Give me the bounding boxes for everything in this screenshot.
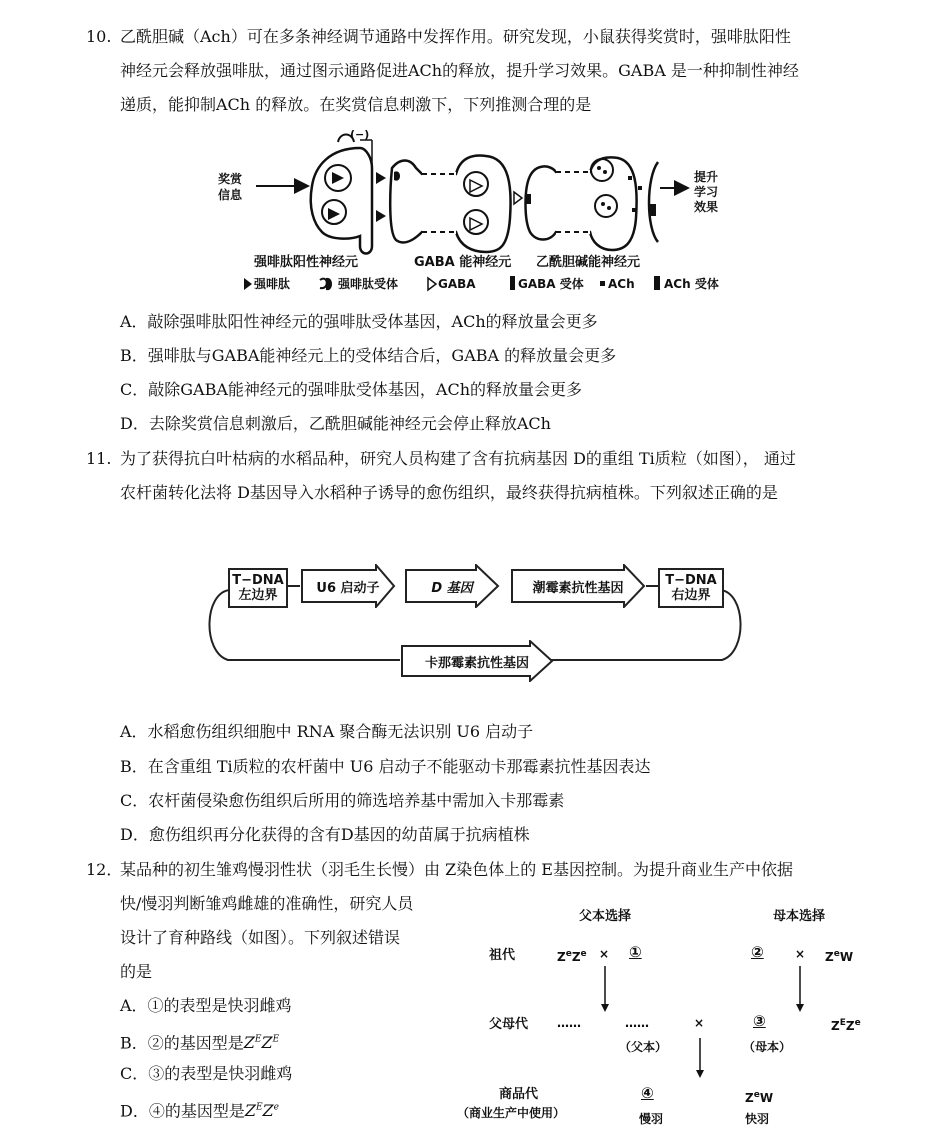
q11-option-d[interactable]: D．愈伤组织再分化获得的含有D基因的幼苗属于抗病植株: [120, 825, 530, 844]
tdna-left-border-line2: 左边界: [238, 588, 278, 603]
legend-dynorphin-receptor-icon: [326, 278, 332, 290]
dots-1: ……: [557, 1016, 581, 1030]
vesicle: [464, 210, 488, 234]
legend-label: 强啡肽受体: [338, 277, 399, 291]
hygromycin-gene-label: 潮霉素抗性基因: [532, 580, 624, 596]
neuron1-label: 强啡肽阳性神经元: [254, 255, 359, 270]
q12-option-b-text: B．②的基因型是: [120, 1033, 244, 1053]
neuron3-label: 乙酰胆碱能神经元: [536, 255, 641, 270]
parent-row-label: 父母代: [489, 1017, 529, 1032]
dynorphin-release-icon: [376, 210, 386, 222]
output-label: 效果: [694, 200, 719, 214]
neuron2-body: [390, 156, 510, 252]
fast-feather-label: 快羽: [745, 1112, 770, 1126]
hygromycin-gene-arrow: [510, 564, 646, 608]
q12-stem-line1: 某品种的初生雏鸡慢羽性状（羽毛生长慢）由 Z染色体上的 E基因控制。为提升商业生产中依据: [120, 860, 793, 879]
dots-2: ……: [625, 1016, 649, 1030]
ach-release-icon: [638, 186, 642, 190]
legend-label: GABA 受体: [518, 277, 584, 291]
tdna-right-border-line1: T−DNA: [665, 573, 717, 588]
q10-number: 10.: [86, 27, 112, 46]
legend-gaba-receptor-icon: [510, 276, 515, 290]
tdna-right-border: [658, 568, 724, 608]
legend-gaba-icon: [428, 278, 436, 290]
q12-stem-line4: 的是: [120, 962, 153, 981]
mark-3: ③: [753, 1012, 766, 1030]
slow-feather-label: 慢羽: [639, 1112, 664, 1126]
legend-dynorphin-icon: [244, 278, 252, 290]
neural-pathway-svg: [210, 128, 730, 300]
q12-option-c[interactable]: C．③的表型是快羽雌鸡: [120, 1064, 293, 1083]
q12-number: 12．: [86, 860, 123, 879]
neuron2-label: GABA 能神经元: [414, 255, 512, 270]
breeding-diagram: [455, 900, 875, 1128]
ach-icon: [603, 170, 607, 174]
commercial-row-note: （商业生产中使用）: [457, 1106, 566, 1120]
q12-stem-line2: 快/慢羽判断雏鸡雌雄的准确性，研究人员: [120, 894, 414, 913]
output-label: 学习: [694, 185, 719, 199]
ach-release-icon: [628, 176, 632, 180]
inhibition-sign: (−): [350, 128, 370, 141]
vesicle: [595, 195, 617, 217]
q12-option-b[interactable]: [120, 1030, 279, 1053]
ach-icon: [601, 202, 605, 206]
u6-promoter-arrow: [300, 564, 396, 608]
q12-option-d[interactable]: [120, 1098, 279, 1121]
father-note: （父本）: [619, 1040, 668, 1054]
q10-option-b[interactable]: B．强啡肽与GABA能神经元上的受体结合后，GABA 的释放量会更多: [120, 346, 617, 365]
cross-symbol: ×: [694, 1016, 705, 1030]
ach-icon: [597, 166, 601, 170]
plasmid-diagram: [200, 556, 750, 688]
q10-stem-line1: 乙酰胆碱（Ach）可在多条神经调节通路中发挥作用。研究发现，小鼠获得奖赏时，强啡肽阳性: [120, 27, 791, 46]
tdna-right-border-line2: 右边界: [671, 588, 711, 603]
vesicle: [591, 159, 613, 181]
grandparent-male-genotype: $Z^eZ^e$: [557, 949, 587, 964]
q11-option-c[interactable]: C．农杆菌侵染愈伤组织后所用的筛选培养基中需加入卡那霉素: [120, 791, 565, 810]
parent-right-genotype: $Z^EZ^e$: [831, 1018, 861, 1033]
legend-dynorphin-receptor-icon: [320, 279, 327, 289]
legend-label: 强啡肽: [254, 277, 291, 291]
dynorphin-icon: [332, 172, 344, 184]
target-cell: [649, 162, 658, 242]
arrow-down-icon: [601, 1004, 609, 1012]
neural-pathway-diagram: [210, 128, 730, 300]
q10-option-c[interactable]: C．敲除GABA能神经元的强啡肽受体基因，ACh的释放量会更多: [120, 380, 582, 399]
q12-option-a[interactable]: A．①的表型是快羽雌鸡: [120, 996, 292, 1015]
legend-label: ACh: [608, 277, 635, 291]
legend-label: GABA: [438, 277, 476, 291]
q12-option-b-formula: $Z^EZ^E$: [243, 1033, 280, 1053]
mother-selection-label: 母本选择: [773, 909, 826, 924]
legend-label: ACh 受体: [664, 277, 719, 291]
mark-2: ②: [751, 943, 764, 961]
grandparent-row-label: 祖代: [489, 948, 516, 963]
gaba-receptor-icon: [526, 194, 531, 204]
gaba-icon: [470, 180, 482, 192]
kanamycin-gene-label: 卡那霉素抗性基因: [424, 655, 529, 671]
neuron1-body: [311, 148, 372, 254]
cross-symbol: ×: [795, 947, 806, 961]
q11-stem-line1: 为了获得抗白叶枯病的水稻品种，研究人员构建了含有抗病基因 D的重组 Ti质粒（如图）， 通过: [120, 449, 796, 468]
d-gene-arrow: [404, 564, 500, 608]
q11-stem-line2: 农杆菌转化法将 D基因导入水稻种子诱导的愈伤组织，最终获得抗病植株。下列叙述正确的是: [120, 483, 778, 502]
kanamycin-gene-arrow: [400, 640, 554, 682]
q12-option-d-formula: $Z^EZ^e$: [244, 1101, 279, 1121]
tdna-left-border-line1: T−DNA: [232, 573, 284, 588]
q11-option-a[interactable]: A．水稻愈伤组织细胞中 RNA 聚合酶无法识别 U6 启动子: [120, 722, 534, 741]
dynorphin-receptor-icon: [394, 171, 400, 180]
legend-ach-icon: [600, 281, 605, 286]
dynorphin-icon: [328, 208, 340, 220]
ach-icon: [607, 206, 611, 210]
ach-release-icon: [632, 208, 636, 212]
q12-option-d-text: D．④的基因型是: [120, 1101, 245, 1121]
gaba-release-icon: [514, 192, 522, 204]
q10-option-a[interactable]: A．敲除强啡肽阳性神经元的强啡肽受体基因，ACh的释放量会更多: [120, 312, 598, 331]
dynorphin-release-icon: [376, 172, 386, 184]
cross-symbol: ×: [599, 947, 610, 961]
q12-stem-line3: 设计了育种路线（如图）。下列叙述错误: [120, 928, 401, 947]
reward-label: 信息: [218, 188, 243, 202]
q11-number: 11.: [86, 449, 112, 468]
offspring-female-genotype: $Z^eW$: [745, 1090, 774, 1105]
q11-option-b[interactable]: B．在含重组 Ti质粒的农杆菌中 U6 启动子不能驱动卡那霉素抗性基因表达: [120, 757, 651, 776]
q10-option-d[interactable]: D．去除奖赏信息刺激后，乙酰胆碱能神经元会停止释放ACh: [120, 414, 551, 433]
gaba-icon: [470, 218, 482, 230]
u6-promoter-label: U6 启动子: [316, 580, 380, 596]
mark-1: ①: [629, 943, 642, 961]
legend-ach-receptor-icon: [654, 276, 660, 290]
tdna-left-border: [228, 568, 288, 608]
father-selection-label: 父本选择: [579, 909, 632, 924]
arrow-down-icon: [696, 1070, 704, 1078]
d-gene-label: D 基因: [431, 580, 473, 596]
grandparent-female-genotype: $Z^eW$: [825, 949, 854, 964]
q10-stem-line3: 递质，能抑制ACh 的释放。在奖赏信息刺激下，下列推测合理的是: [120, 95, 592, 114]
commercial-row-label: 商品代: [499, 1087, 539, 1102]
q10-stem-line2: 神经元会释放强啡肽，通过图示通路促进ACh的释放，提升学习效果。GABA 是一种抑制性神经: [120, 61, 799, 80]
reward-label: 奖赏: [218, 172, 243, 186]
mark-4: ④: [641, 1084, 654, 1102]
ach-receptor-icon: [650, 204, 656, 216]
arrow-down-icon: [796, 1004, 804, 1012]
vesicle: [464, 172, 488, 196]
mother-note: （母本）: [743, 1040, 792, 1054]
output-label: 提升: [694, 170, 719, 184]
